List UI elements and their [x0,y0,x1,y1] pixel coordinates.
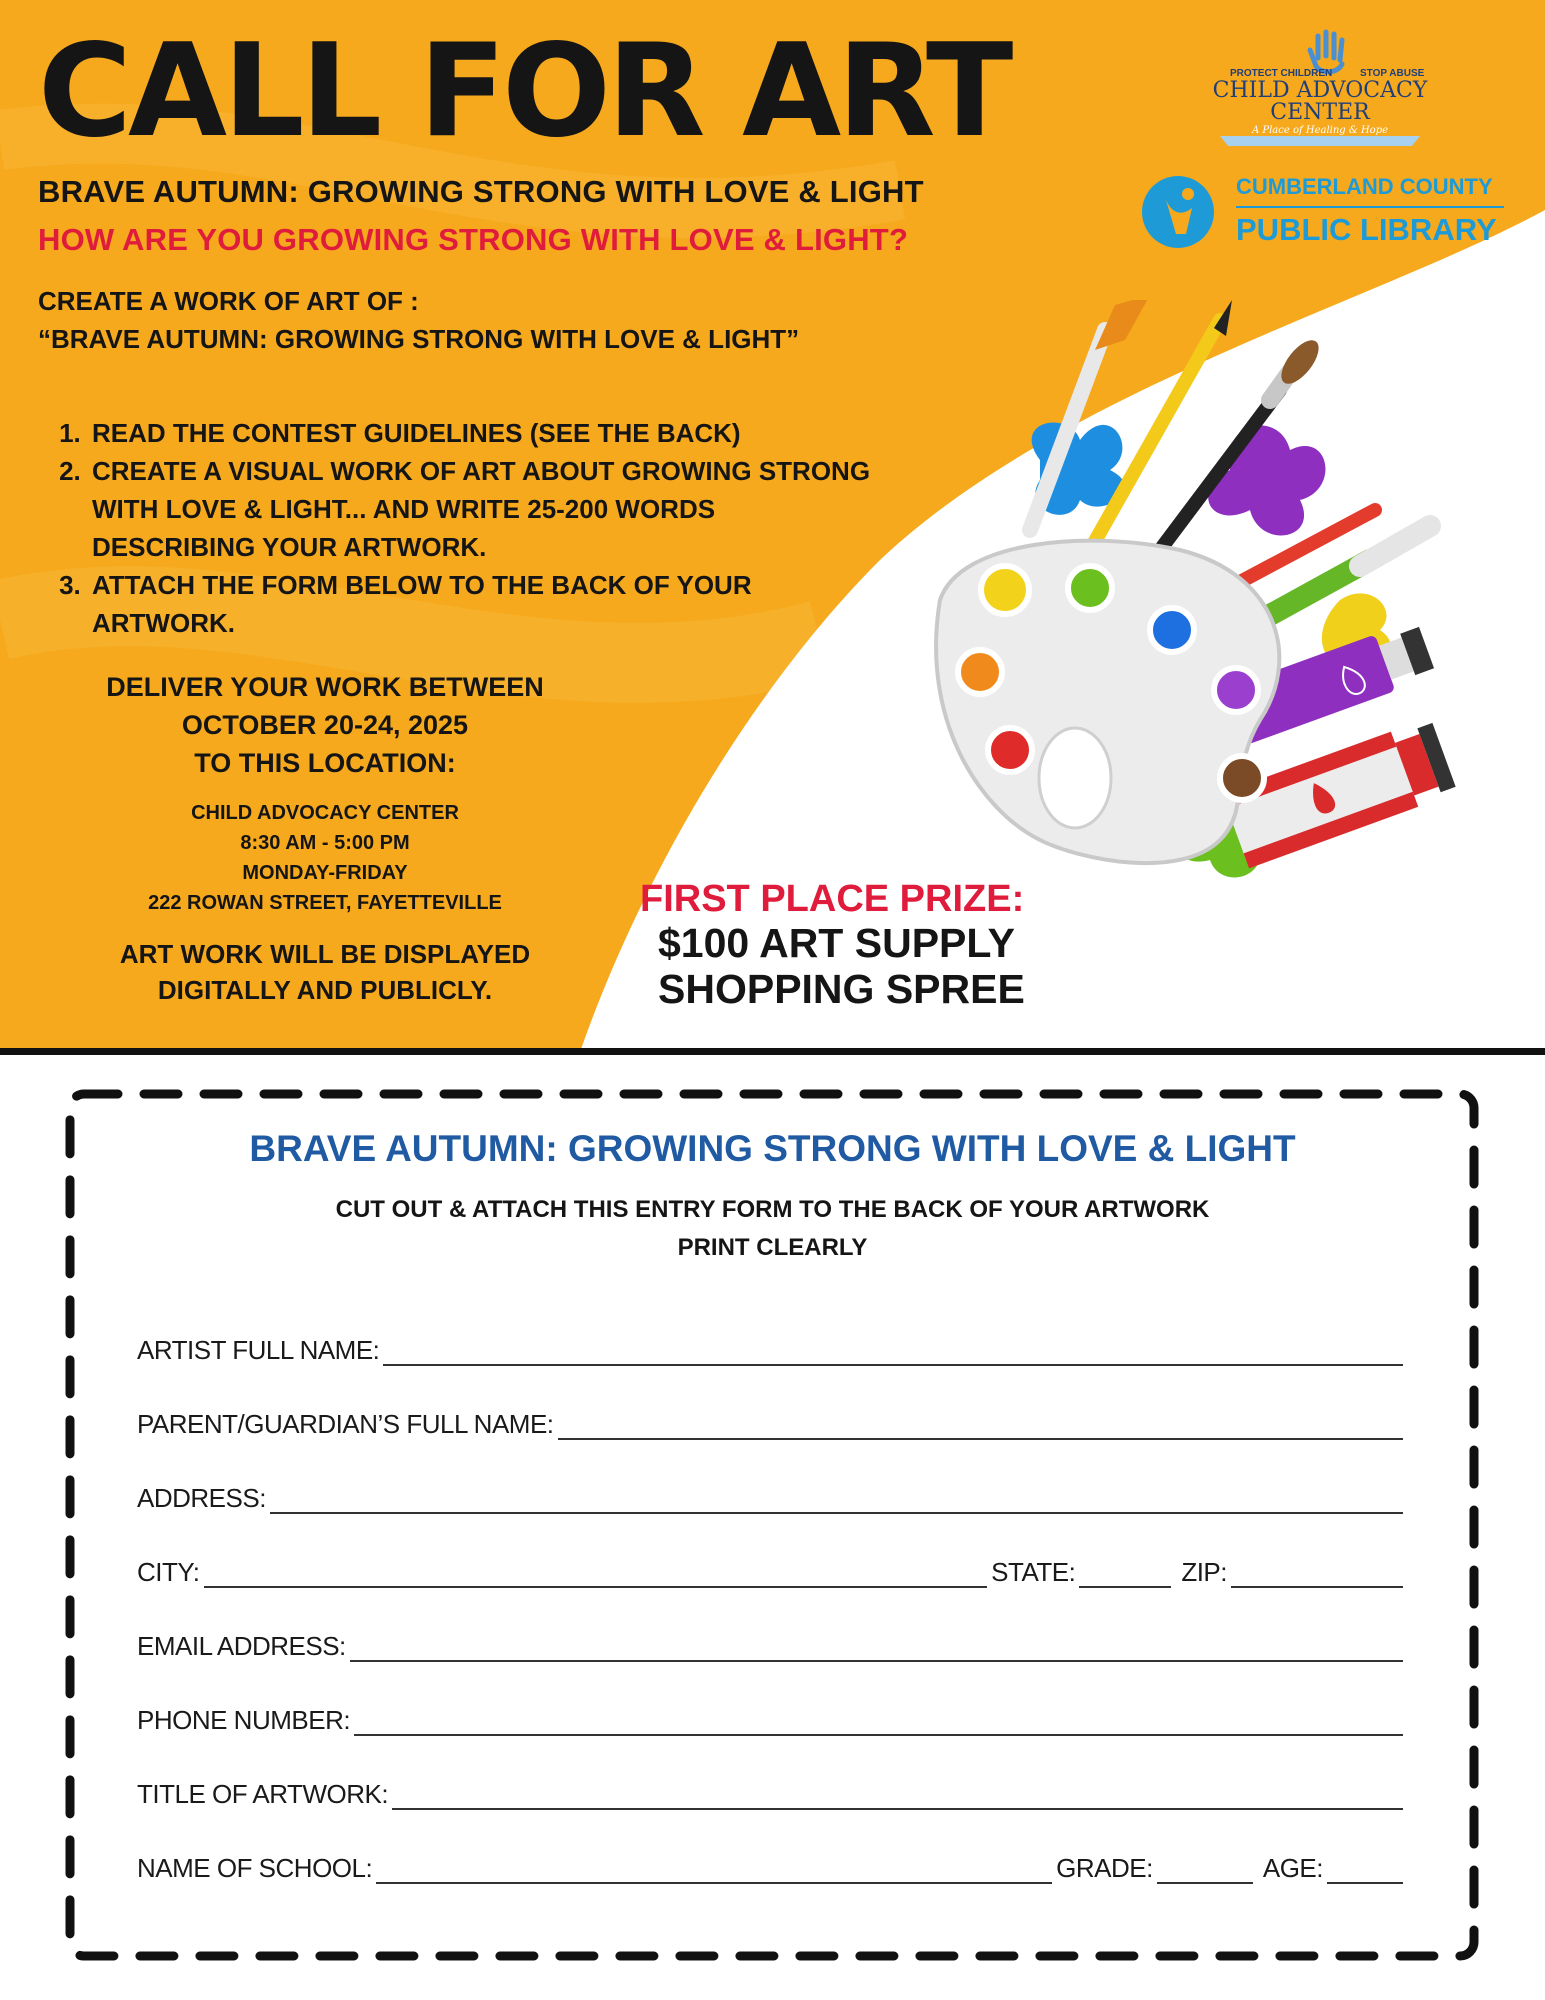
create-line-2: “BRAVE AUTUMN: GROWING STRONG WITH LOVE & LIGHT” [38,324,800,354]
step-item: 3. ATTACH THE FORM BELOW TO THE BACK OF YOUR ARTWORK. [88,566,878,642]
city-line[interactable] [204,1562,988,1588]
theme-question: HOW ARE YOU GROWING STRONG WITH LOVE & LIGHT? [38,222,909,257]
grade-label: GRADE: [1056,1853,1153,1883]
location-address: 222 ROWAN STREET, FAYETTEVILLE [148,892,502,914]
prize-line-2: SHOPPING SPREE [658,966,1025,1012]
paint-orange [958,650,1002,694]
delivery-line-1: DELIVER YOUR WORK BETWEEN [106,672,544,702]
address-label: ADDRESS: [137,1483,266,1513]
art-supplies-illustration [900,300,1460,940]
section-divider [0,1048,1545,1055]
form-instruction-1: CUT OUT & ATTACH THIS ENTRY FORM TO THE BACK OF YOUR ARTWORK [335,1196,1210,1223]
paint-yellow [981,566,1029,614]
prize-line-1: $100 ART SUPPLY [658,920,1016,966]
steps-list [62,414,878,642]
form-title: BRAVE AUTUMN: GROWING STRONG WITH LOVE & LIGHT [249,1128,1296,1169]
state-line[interactable] [1079,1562,1171,1588]
artist-name-label: ARTIST FULL NAME: [137,1335,380,1365]
marker-cap [1360,526,1430,566]
city-label: CITY: [137,1557,200,1587]
paint-blue [1150,608,1194,652]
cac-name-line-1: CHILD ADVOCACY [1212,78,1428,103]
state-label: STATE: [991,1557,1076,1587]
artist-name-line[interactable] [383,1340,1403,1366]
paint-green [1068,566,1112,610]
school-grade-age-field[interactable] [137,1844,1407,1884]
grade-line[interactable] [1157,1858,1253,1884]
zip-line[interactable] [1231,1562,1403,1588]
address-line[interactable] [270,1488,1403,1514]
paint-purple [1214,668,1258,712]
age-label: AGE: [1262,1853,1323,1883]
parent-name-label: PARENT/GUARDIAN’S FULL NAME: [137,1409,554,1439]
artist-name-field[interactable] [137,1326,1407,1366]
create-line-1: CREATE A WORK OF ART OF : [38,286,419,316]
artwork-title-label: TITLE OF ARTWORK: [137,1779,389,1809]
phone-line[interactable] [354,1710,1403,1736]
page-title: CALL FOR ART [38,17,1010,166]
email-label: EMAIL ADDRESS: [137,1631,346,1661]
location-name: CHILD ADVOCACY CENTER [191,802,459,824]
delivery-dates: OCTOBER 20-24, 2025 [181,710,469,740]
delivery-heading [40,668,610,782]
location-days: MONDAY-FRIDAY [242,862,408,884]
display-notice [60,936,590,1008]
address-field[interactable] [137,1474,1407,1514]
email-field[interactable] [137,1622,1407,1662]
delivery-line-3: TO THIS LOCATION: [194,748,456,778]
paint-red [988,728,1032,772]
library-divider [1236,206,1504,208]
school-label: NAME OF SCHOOL: [137,1853,373,1883]
form-instruction-2: PRINT CLEARLY [677,1234,868,1261]
location-hours: 8:30 AM - 5:00 PM [240,832,410,854]
cac-protect-text: PROTECT CHILDREN [1230,68,1333,79]
artwork-title-line[interactable] [392,1784,1403,1810]
cac-name-line-2: CENTER [1270,100,1370,125]
step-item: 2. CREATE A VISUAL WORK OF ART ABOUT GROWING STRONG WITH LOVE & LIGHT... AND WRITE 25-200 WORDS DESCRIBING YOUR ARTWORK. [88,452,878,566]
zip-label: ZIP: [1181,1557,1227,1587]
library-logo [1138,166,1508,256]
palette-thumb-hole [1039,728,1111,828]
display-line-1: ART WORK WILL BE DISPLAYED [119,939,531,969]
artwork-title-field[interactable] [137,1770,1407,1810]
cac-tagline: A Place of Healing & Hope [1251,125,1389,136]
age-line[interactable] [1327,1858,1403,1884]
library-name-line-1: CUMBERLAND COUNTY [1236,174,1493,199]
phone-field[interactable] [137,1696,1407,1736]
email-line[interactable] [350,1636,1403,1662]
city-state-zip-field[interactable] [137,1548,1407,1588]
library-person-icon [1138,172,1218,252]
purple-splash [1208,425,1325,535]
paint-brown [1220,756,1264,800]
library-name-line-2: PUBLIC LIBRARY [1236,212,1497,247]
prize-description [658,920,1025,1012]
school-line[interactable] [376,1858,1052,1884]
step-item: 1. READ THE CONTEST GUIDELINES (SEE THE BACK) [88,414,878,452]
display-line-2: DIGITALLY AND PUBLICLY. [157,975,493,1005]
child-advocacy-center-logo [1200,28,1440,148]
create-instruction [38,282,799,358]
delivery-location [90,798,560,918]
cac-name [1200,80,1440,124]
parent-name-field[interactable] [137,1400,1407,1440]
parent-name-line[interactable] [558,1414,1403,1440]
phone-label: PHONE NUMBER: [137,1705,351,1735]
prize-label: FIRST PLACE PRIZE: [640,878,1025,920]
theme-subtitle: BRAVE AUTUMN: GROWING STRONG WITH LOVE & LIGHT [38,174,924,209]
cac-stop-abuse-text: STOP ABUSE [1360,68,1425,79]
